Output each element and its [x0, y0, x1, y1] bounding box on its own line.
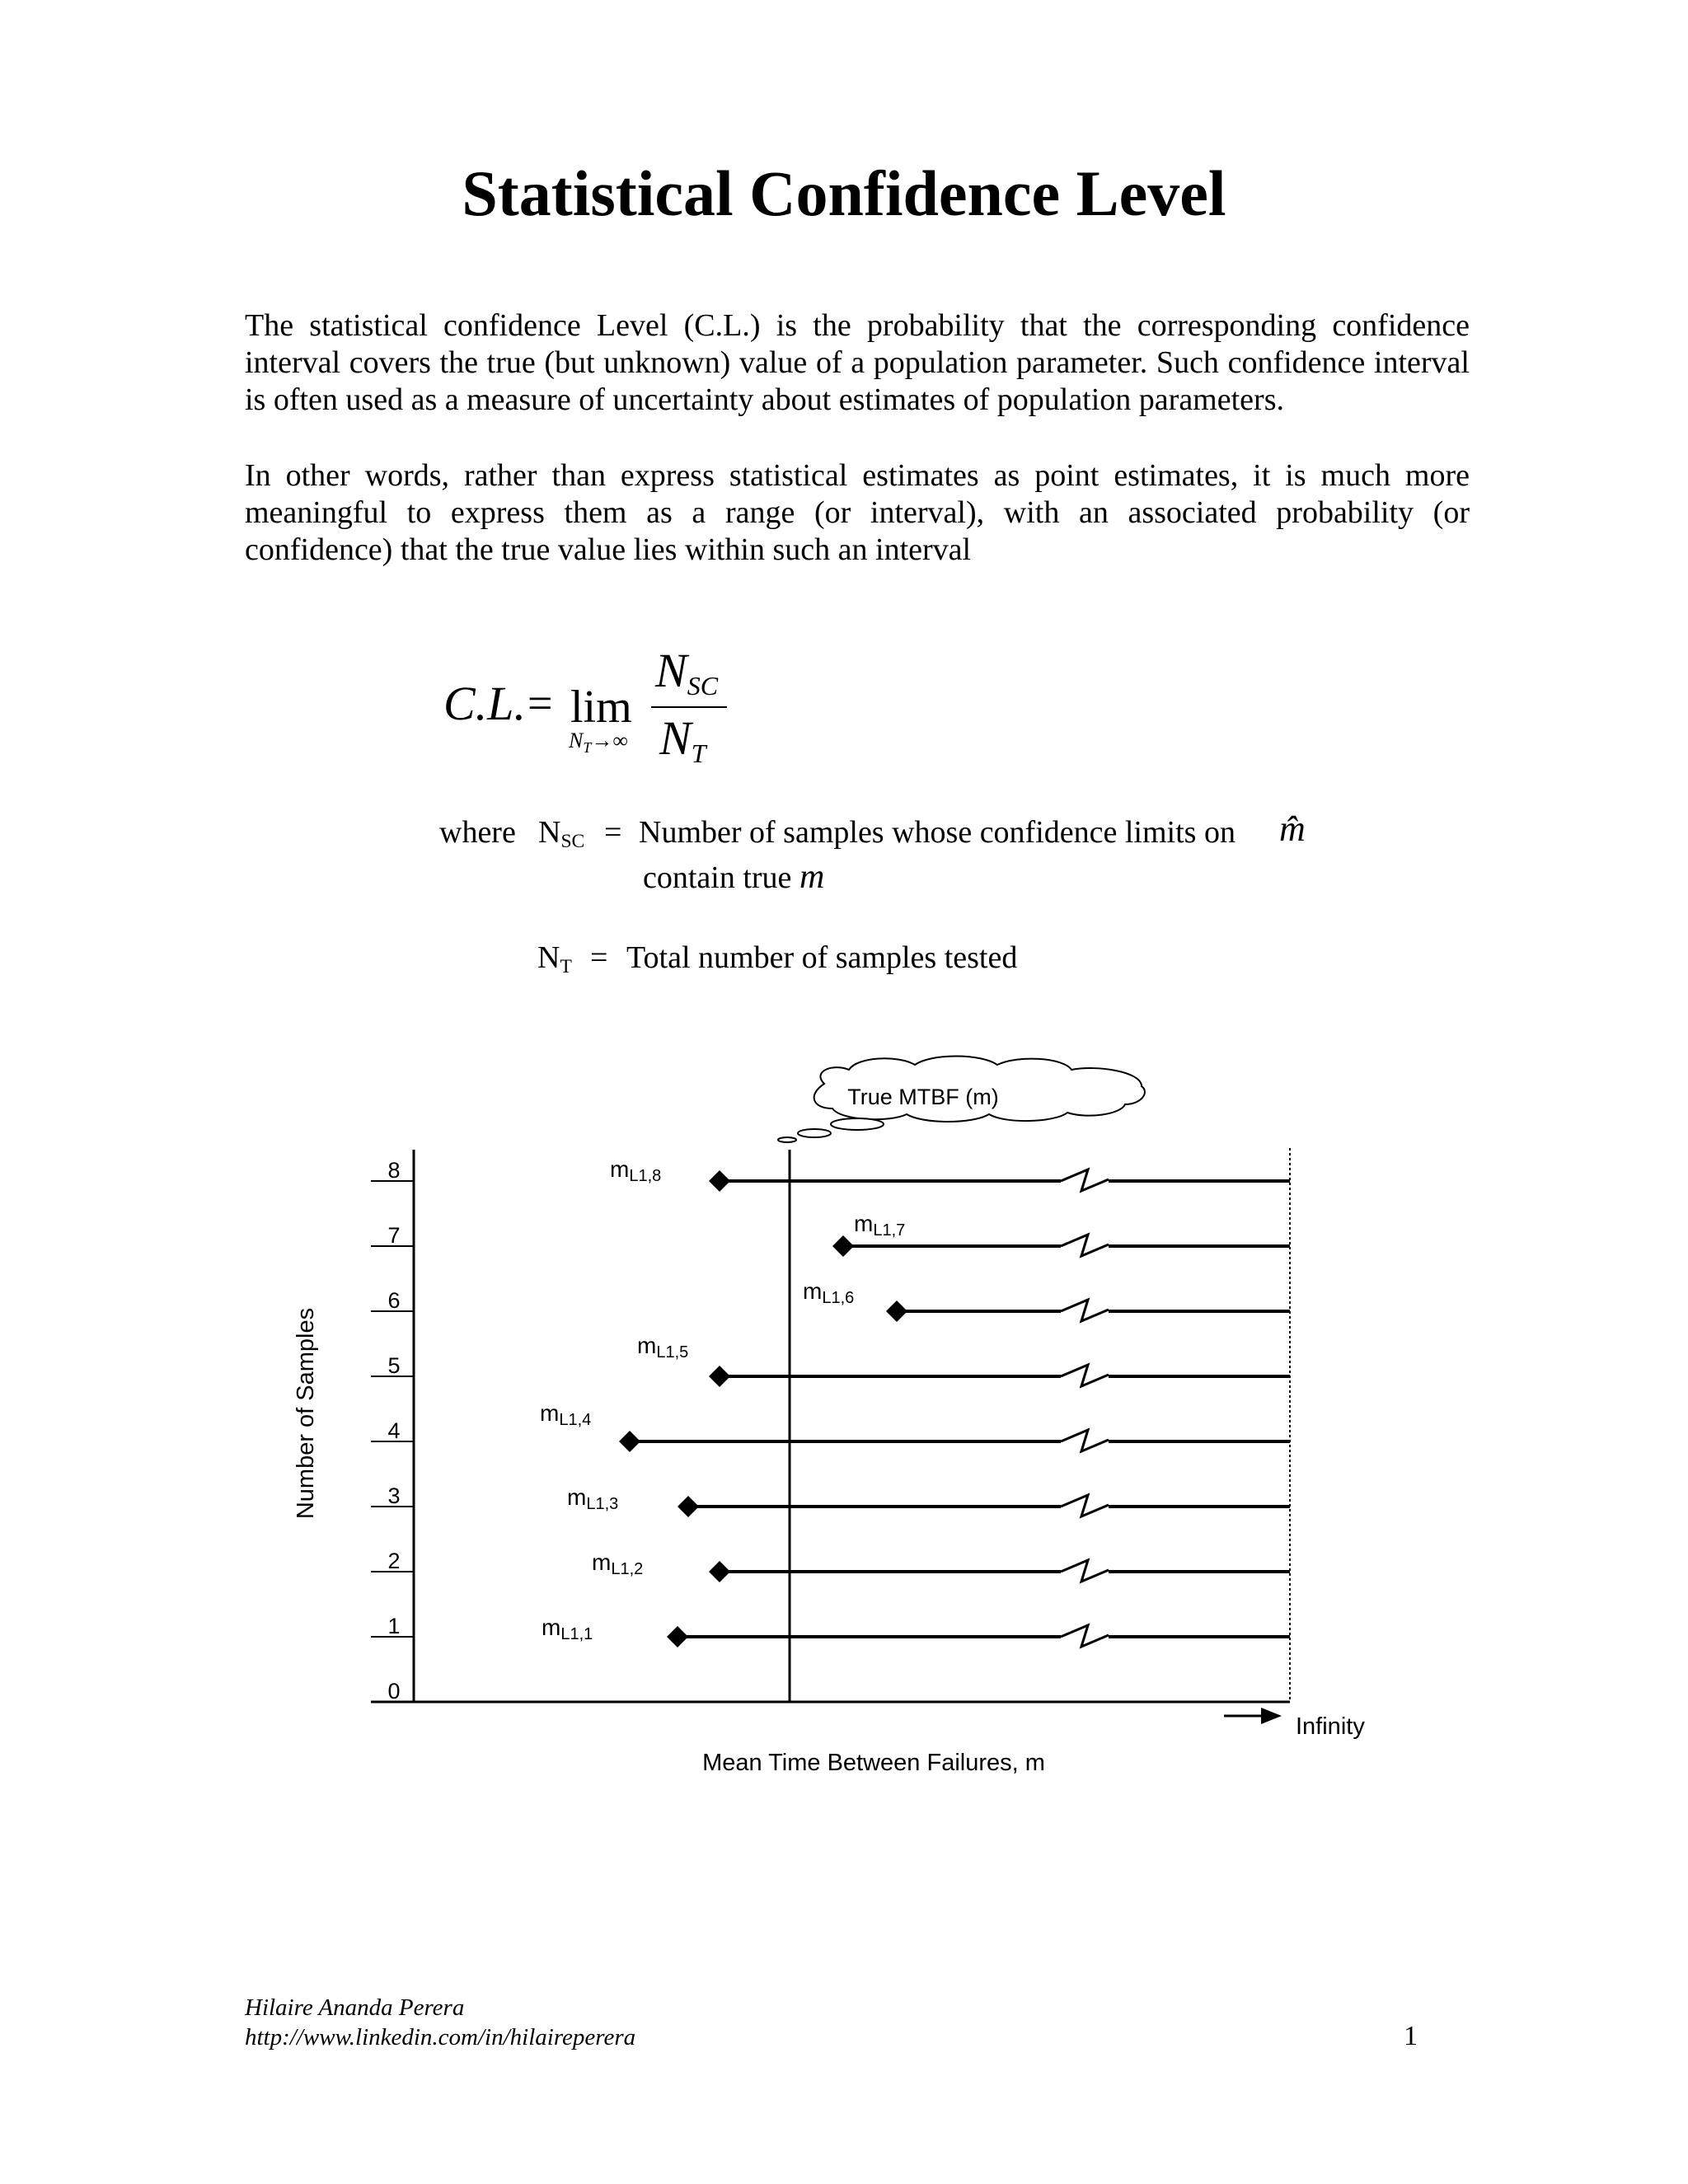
- page-title: Statistical Confidence Level: [462, 157, 1226, 229]
- x-axis-label: Mean Time Between Failures, m: [702, 1750, 1045, 1776]
- axis-break-symbol: [1061, 1235, 1109, 1256]
- footer-url[interactable]: http://www.linkedin.com/in/hilaireperera: [245, 2024, 636, 2050]
- lower-limit-marker: [667, 1626, 688, 1647]
- lower-limit-marker: [709, 1170, 730, 1192]
- lower-limit-label: mL1,8: [610, 1156, 662, 1185]
- formula-denominator: NT: [659, 711, 706, 768]
- axis-break-symbol: [1061, 1300, 1109, 1321]
- y-tick-label: 8: [387, 1158, 401, 1183]
- nsc-equals: =: [604, 815, 622, 850]
- nt-definition: Total number of samples tested: [626, 940, 1018, 975]
- nsc-definition-cont: contain true m: [643, 858, 825, 896]
- lower-limit-label: mL1,6: [803, 1278, 855, 1307]
- paragraph-definition: The statistical confidence Level (C.L.) is the probability that the corresponding confidence interval covers the true (but unknown) value of a population parameter. Such confidence interval is often used as a measure of uncertainty about estimates of population parameters.: [245, 308, 1470, 417]
- lower-limit-label: mL1,4: [540, 1400, 592, 1429]
- axis-break-symbol: [1061, 1169, 1109, 1191]
- lower-limit-label: mL1,3: [567, 1484, 619, 1513]
- lower-limit-marker: [886, 1301, 907, 1322]
- where-label: where: [439, 815, 516, 850]
- page-number: 1: [1404, 2021, 1418, 2051]
- axis-break-symbol: [1061, 1430, 1109, 1451]
- formula-lim-subscript: $N_T\to\infty$: [569, 729, 628, 756]
- lower-limit-marker: [619, 1431, 640, 1452]
- y-tick-label: 3: [387, 1483, 401, 1508]
- lower-limit-label: mL1,5: [637, 1333, 689, 1361]
- lower-limit-label: mL1,1: [542, 1615, 593, 1643]
- axis-break-symbol: [1061, 1365, 1109, 1386]
- axis-break-symbol: [1061, 1495, 1109, 1516]
- formula-lhs: C.L.: [443, 677, 526, 730]
- nt-equals: =: [590, 940, 608, 975]
- callout-label: True MTBF (m): [847, 1085, 999, 1109]
- formula-lim: lim: [570, 682, 632, 733]
- lower-limit-marker: [832, 1235, 854, 1257]
- nt-symbol: $N_T$: [537, 940, 572, 977]
- formula-equals: =: [528, 678, 553, 728]
- y-tick-label: 4: [387, 1418, 401, 1443]
- y-tick-label: 5: [387, 1353, 401, 1378]
- y-tick-label: 0: [387, 1679, 401, 1704]
- lower-limit-label: mL1,7: [854, 1211, 906, 1240]
- lower-limit-label: mL1,2: [592, 1549, 644, 1578]
- m-hat-symbol: m̂: [1279, 808, 1306, 849]
- y-tick-label: 6: [387, 1288, 401, 1313]
- y-tick-label: 1: [387, 1614, 401, 1638]
- nsc-definition: Number of samples whose confidence limits on: [639, 815, 1236, 850]
- nsc-symbol: $N_{SC}$: [538, 815, 585, 852]
- axis-break-symbol: [1061, 1625, 1109, 1647]
- y-tick-label: 7: [387, 1223, 401, 1248]
- lower-limit-marker: [709, 1561, 730, 1582]
- formula-numerator: NSC: [655, 644, 719, 701]
- y-tick-label: 2: [387, 1549, 401, 1573]
- paragraph-interval: In other words, rather than express statistical estimates as point estimates, it is much more meaningful to express them as a range (or interval), with an associated probability (or confidence) that the true value lies within such an interval: [245, 458, 1470, 567]
- axis-break-symbol: [1061, 1560, 1109, 1582]
- lower-limit-marker: [709, 1366, 730, 1387]
- infinity-arrow: [1224, 1708, 1282, 1724]
- lower-limit-marker: [678, 1496, 699, 1517]
- footer-author: Hilaire Ananda Perera: [245, 1994, 465, 2021]
- infinity-label: Infinity: [1296, 1713, 1365, 1740]
- y-axis-label: Number of Samples: [293, 1307, 319, 1520]
